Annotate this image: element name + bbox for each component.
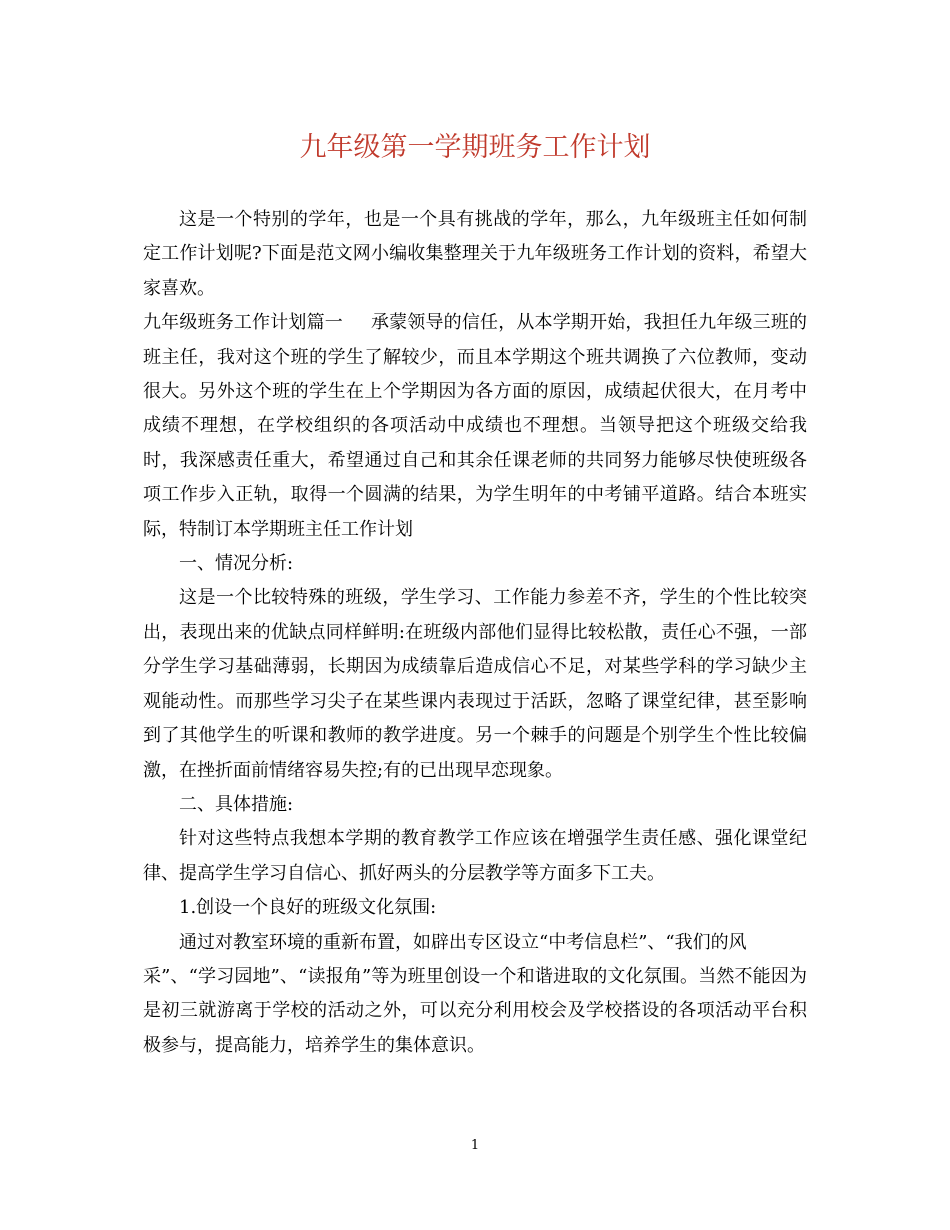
heading-situation-analysis: 一、情况分析: [179,553,294,575]
measures-paragraph: 针对这些特点我想本学期的教育教学工作应该在增强学生责任感、强化课堂纪律、提高学生学习自信心、抓好两头的分层教学等方面多下工夫。 [143,828,807,884]
situation-paragraph: 这是一个比较特殊的班级，学生学习、工作能力参差不齐，学生的个性比较突出，表现出来的优缺点同样鲜明:在班级内部他们显得比较松散，责任心不强，一部分学生学习基础薄弱，长期因为成绩靠后造成信心不足，对某些学科的学习缺少主观能动性。而那些学习尖子在某些课内表现过于活跃，忽略了课堂纪律，甚至影响到了其他学生的听课和教师的教学进度。另一个棘手的问题是个别学生个性比较偏激，在挫折面前情绪容易失控;有的已出现早恋现象。 [143,587,807,781]
document-title: 九年级第一学期班务工作计划 [299,132,651,163]
heading-specific-measures: 二、具体措施: [179,793,294,815]
page-number: 1 [470,1138,480,1153]
class-culture-paragraph-line-1: 通过对教室环境的重新布置，如辟出专区设立“中考信息栏”、“我们的风 [179,931,747,953]
class-culture-paragraph-rest: 采”、“学习园地”、“读报角”等为班里创设一个和谐进取的文化氛围。当然不能因为是初三就游离于学校的活动之外，可以充分利用校会及学校搭设的各项活动平台积极参与，提高能力，培养学生的集体意识。 [143,965,807,1056]
section-heading: 九年级班务工作计划篇一 [143,312,343,334]
section-paragraph [143,306,807,547]
intro-paragraph: 这是一个特别的学年，也是一个具有挑战的学年，那么，九年级班主任如何制定工作计划呢?下面是范文网小编收集整理关于九年级班务工作计划的资料，希望大家喜欢。 [143,209,807,299]
section-text: 承蒙领导的信任，从本学期开始，我担任九年级三班的班主任，我对这个班的学生了解较少，而且本学期这个班共调换了六位教师，变动很大。另外这个班的学生在上个学期因为各方面的原因，成绩起伏很大，在月考中成绩不理想，在学校组织的各项活动中成绩也不理想。当领导把这个班级交给我时，我深感责任重大，希望通过自己和其余任课老师的共同努力能够尽快使班级各项工作步入正轨，取得一个圆满的结果，为学生明年的中考铺平道路。结合本班实际，特制订本学期班主任工作计划 [143,312,808,540]
document-body [143,203,807,1063]
subheading-class-culture: 1.创设一个良好的班级文化氛围: [179,897,437,919]
